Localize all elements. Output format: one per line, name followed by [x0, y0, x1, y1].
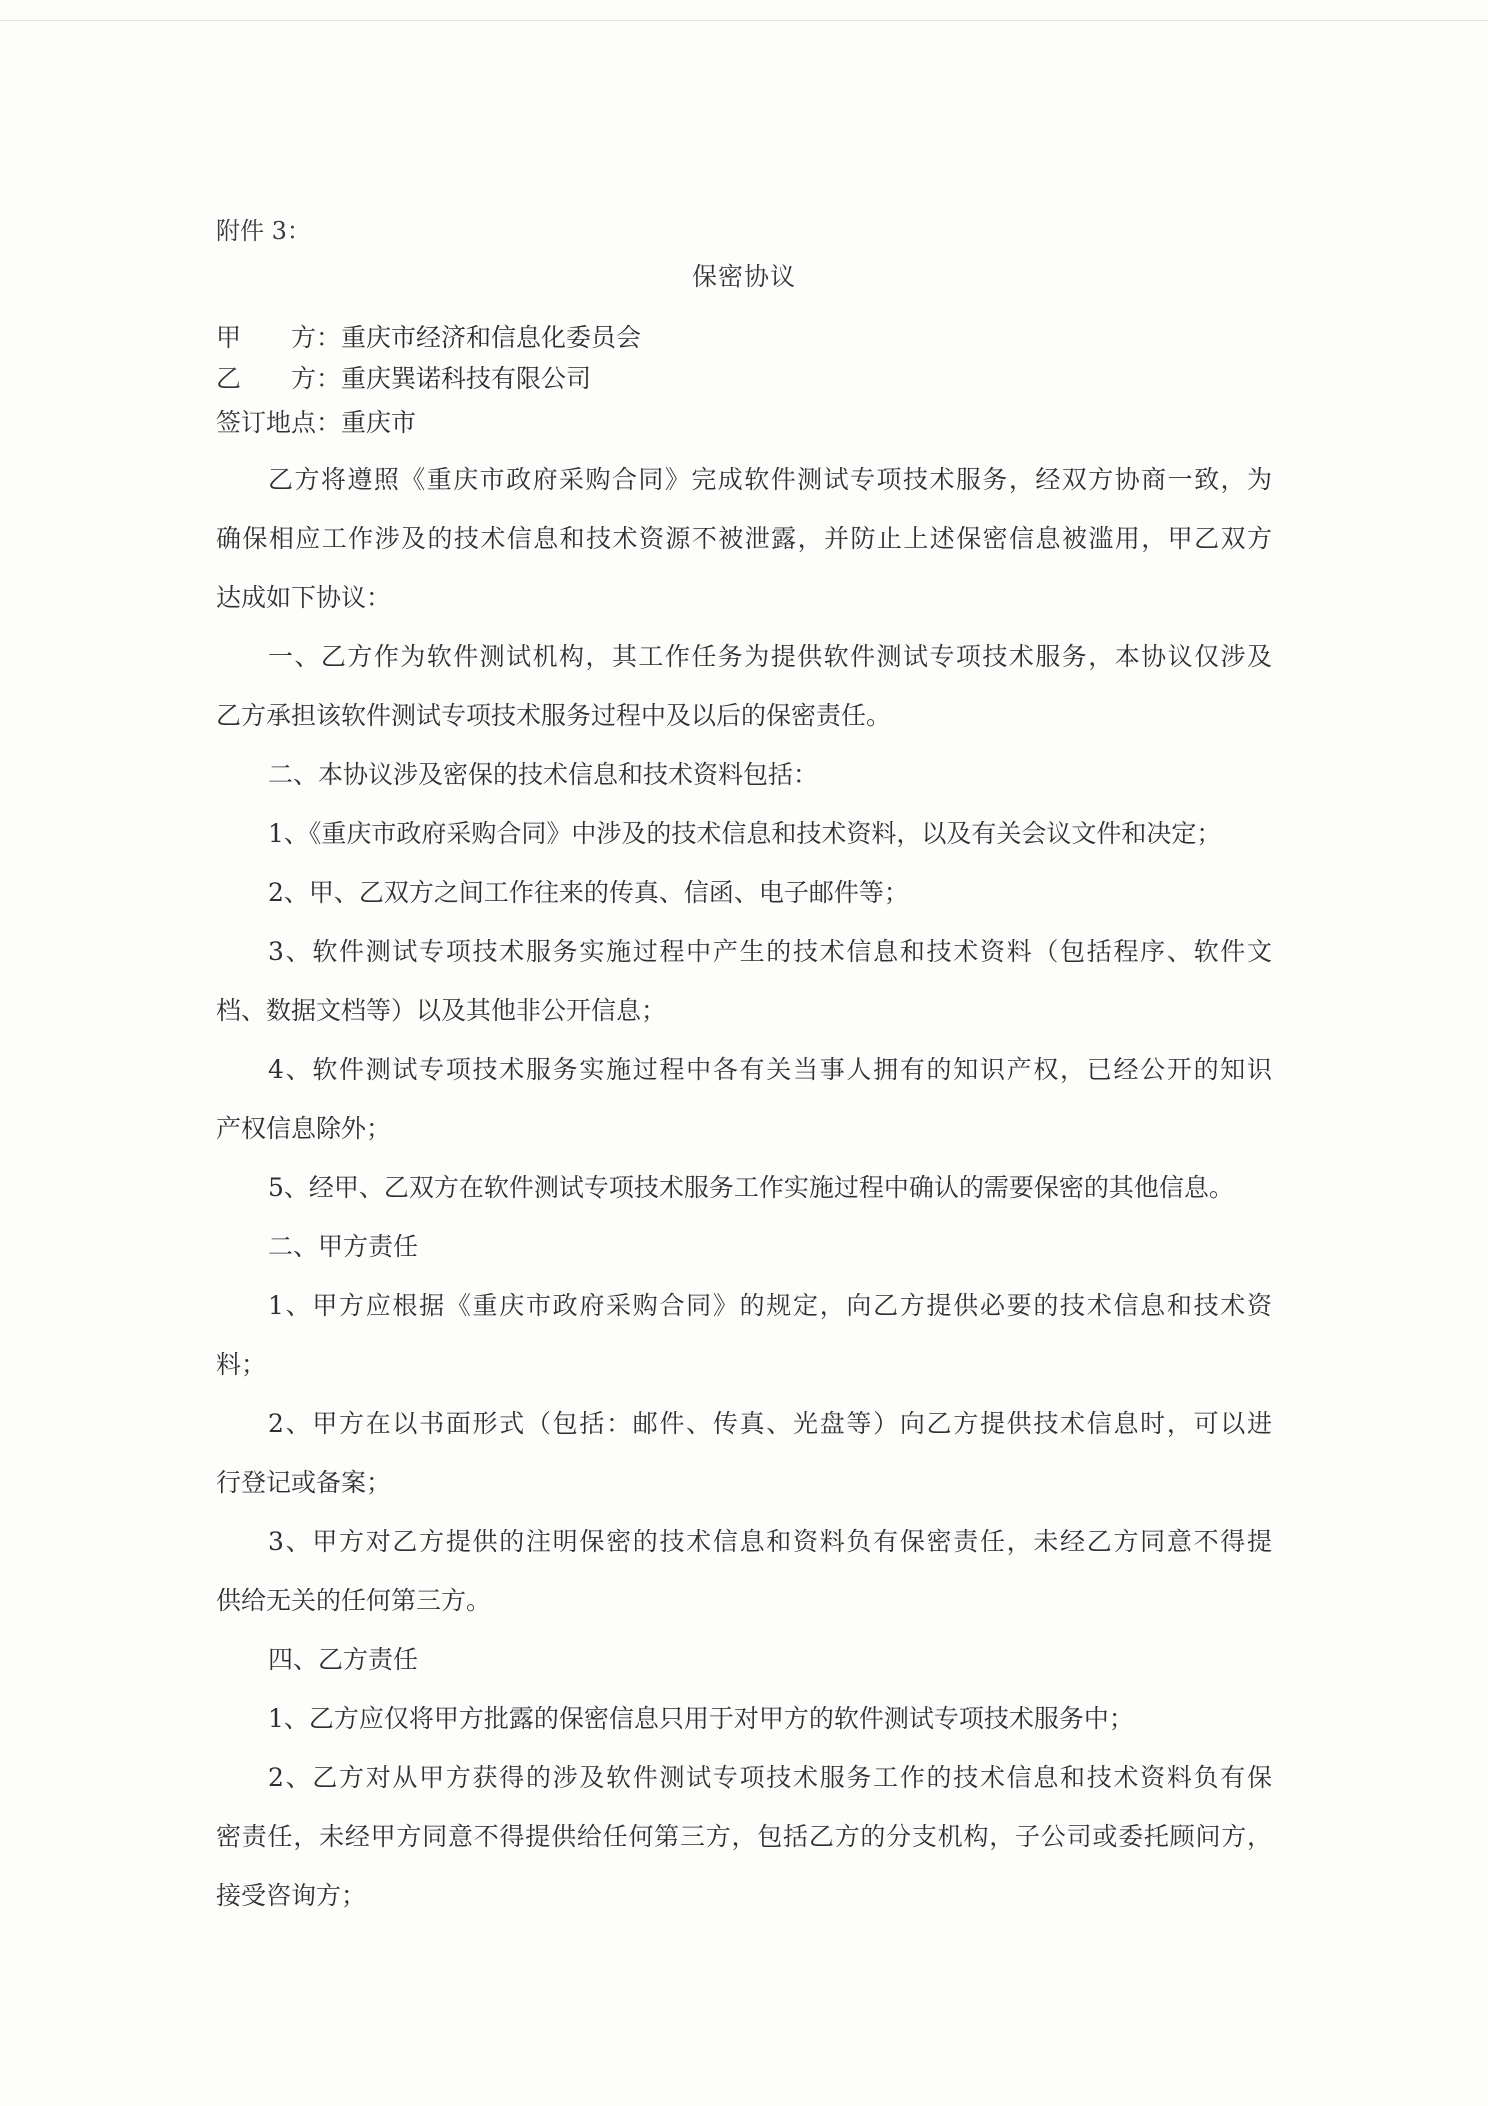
paragraph-line: 接受咨询方； — [216, 1881, 367, 1910]
section-heading-party-a — [216, 1217, 1272, 1276]
paragraph-line: 二、本协议涉及密保的技术信息和技术资料包括： — [268, 760, 819, 789]
signing-place-value: 重庆市 — [341, 408, 417, 437]
paragraph-line: 料； — [216, 1350, 267, 1379]
signing-place-row — [216, 408, 416, 438]
paragraph-line: 四、乙方责任 — [268, 1645, 419, 1674]
intro-paragraph — [216, 450, 1272, 627]
section-heading-confidential-info — [216, 745, 1272, 804]
party-a-label: 甲 方： — [216, 323, 342, 352]
paragraph-line: 乙方承担该软件测试专项技术服务过程中及以后的保密责任。 — [216, 701, 892, 730]
paragraph-line: 3、软件测试专项技术服务实施过程中产生的技术信息和技术资料（包括程序、软件文 — [268, 937, 1272, 966]
paragraph-line: 1、甲方应根据《重庆市政府采购合同》的规定，向乙方提供必要的技术信息和技术资 — [268, 1291, 1272, 1320]
party-b-name: 重庆巽诺科技有限公司 — [341, 364, 592, 393]
info-item-2 — [216, 863, 1272, 922]
paragraph-line: 行登记或备案； — [216, 1468, 392, 1497]
paragraph-line: 2、甲方在以书面形式（包括：邮件、传真、光盘等）向乙方提供技术信息时，可以进 — [268, 1409, 1272, 1438]
party-a-row — [216, 323, 641, 353]
party-b-duty-2 — [216, 1748, 1272, 1925]
paragraph-line: 档、数据文档等）以及其他非公开信息； — [216, 996, 667, 1025]
info-item-5 — [216, 1158, 1272, 1217]
info-item-4 — [216, 1040, 1272, 1158]
signing-place-label: 签订地点： — [216, 408, 342, 437]
party-a-name: 重庆市经济和信息化委员会 — [341, 323, 642, 352]
agreement-body — [216, 450, 1272, 1925]
attachment-label: 附件 3： — [216, 217, 311, 245]
paragraph-line: 二、甲方责任 — [268, 1232, 419, 1261]
info-item-3 — [216, 922, 1272, 1040]
party-b-duty-1 — [216, 1689, 1272, 1748]
paragraph-line: 达成如下协议： — [216, 583, 392, 612]
paragraph-line: 一、乙方作为软件测试机构，其工作任务为提供软件测试专项技术服务，本协议仅涉及 — [268, 642, 1272, 671]
paragraph-line: 2、甲、乙双方之间工作往来的传真、信函、电子邮件等； — [268, 878, 909, 907]
section-heading-party-b — [216, 1630, 1272, 1689]
paragraph-line: 5、经甲、乙双方在软件测试专项技术服务工作实施过程中确认的需要保密的其他信息。 — [268, 1173, 1234, 1202]
clause-scope — [216, 627, 1272, 745]
paragraph-line: 产权信息除外； — [216, 1114, 392, 1143]
paragraph-line: 密责任，未经甲方同意不得提供给任何第三方，包括乙方的分支机构，子公司或委托顾问方， — [216, 1822, 1272, 1851]
paragraph-line: 3、甲方对乙方提供的注明保密的技术信息和资料负有保密责任，未经乙方同意不得提 — [268, 1527, 1272, 1556]
party-b-label: 乙 方： — [216, 364, 342, 393]
info-item-1 — [216, 804, 1272, 863]
paragraph-line: 确保相应工作涉及的技术信息和技术资源不被泄露，并防止上述保密信息被滥用，甲乙双方 — [216, 524, 1272, 553]
paragraph-line: 1、乙方应仅将甲方批露的保密信息只用于对甲方的软件测试专项技术服务中； — [268, 1704, 1134, 1733]
scan-edge-line — [0, 20, 1488, 21]
paragraph-line: 4、软件测试专项技术服务实施过程中各有关当事人拥有的知识产权，已经公开的知识 — [268, 1055, 1272, 1084]
party-b-row — [216, 364, 591, 394]
party-a-duty-1 — [216, 1276, 1272, 1394]
document-title: 保密协议 — [691, 262, 796, 291]
paragraph-line: 2、乙方对从甲方获得的涉及软件测试专项技术服务工作的技术信息和技术资料负有保 — [268, 1763, 1272, 1792]
paragraph-line: 供给无关的任何第三方。 — [216, 1586, 492, 1615]
party-a-duty-3 — [216, 1512, 1272, 1630]
paragraph-line: 1、《重庆市政府采购合同》中涉及的技术信息和技术资料，以及有关会议文件和决定； — [268, 819, 1222, 848]
paragraph-line: 乙方将遵照《重庆市政府采购合同》完成软件测试专项技术服务，经双方协商一致，为 — [268, 465, 1272, 494]
party-a-duty-2 — [216, 1394, 1272, 1512]
